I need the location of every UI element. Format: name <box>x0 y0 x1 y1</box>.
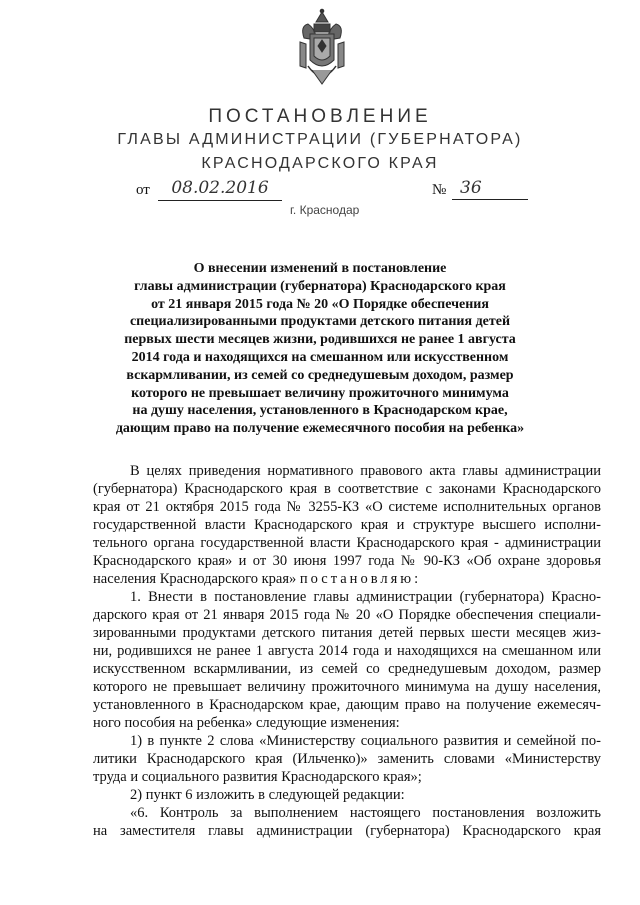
document-type-title: ПОСТАНОВЛЕНИЕ <box>208 106 432 127</box>
body-line: тельного органа государственной власти Краснодарского края - администрации <box>93 535 601 551</box>
number-value: 36 <box>460 178 482 198</box>
issuer-line-2: КРАСНОДАРСКОГО КРАЯ <box>201 155 439 172</box>
body-line: на заместителя главы администрации (губернатора) Краснодарского края <box>93 823 601 839</box>
body-line: (губернатора) Краснодарского края в соответствие с законами Краснодарского <box>93 481 601 497</box>
body-line: труда и социального развития Краснодарского края»; <box>93 769 422 785</box>
body-line: ни, родившихся не ранее 1 августа 2014 года и находящихся на смешанном или <box>93 643 601 659</box>
title-line: которого не превышает величину прожиточного минимума <box>131 385 509 401</box>
title-line: первых шести месяцев жизни, родившихся не ранее 1 августа <box>124 332 516 348</box>
resolve-word: постановляю: <box>299 571 422 587</box>
title-line: главы администрации (губернатора) Краснодарского края <box>134 278 506 294</box>
body-line: края от 21 октября 2015 года № 3255-КЗ «О системе исполнительных органов <box>93 499 601 515</box>
body-line: 1. Внести в постановление главы администрации (губернатора) Красно- <box>130 589 601 605</box>
number-label: № <box>432 182 447 198</box>
body-line: установленного в Краснодарском крае, дающим право на получение ежемесяч- <box>93 697 601 713</box>
body-line: литики Краснодарского края (Ильченко)» заменить словами «Министерству <box>93 751 601 767</box>
resolution-title <box>100 260 540 438</box>
body-line: искусственном вскармливании, из семей со среднедушевым доходом, размер <box>93 661 601 677</box>
body-line: 1) в пункте 2 слова «Министерству социального развития и семейной по- <box>130 733 601 749</box>
body-line: ного пособия на ребенка» следующие изменения: <box>93 715 400 731</box>
date-field <box>158 178 282 201</box>
title-line: дающим право на получение ежемесячного пособия на ребенка» <box>115 421 525 437</box>
body-line <box>93 571 601 589</box>
date-label: от <box>136 182 150 198</box>
city-label: г. Краснодар <box>290 203 360 217</box>
title-line: О внесении изменений в постановление <box>193 261 447 276</box>
body-line: дарского края от 21 января 2015 года № 20 «О Порядке обеспечения специали- <box>93 607 601 623</box>
body-line: которого не превышает величину прожиточного минимума на душу населения, <box>93 679 601 695</box>
body-line: В целях приведения нормативного правового акта главы администрации <box>130 463 601 479</box>
title-line: 2014 года и находящихся на смешанном или искусственном <box>131 349 509 365</box>
issuer-line-1: ГЛАВЫ АДМИНИСТРАЦИИ (ГУБЕРНАТОРА) <box>117 131 523 148</box>
body-line: государственной власти Краснодарского края и структуре высшего исполни- <box>93 517 601 533</box>
title-line: от 21 января 2015 года № 20 «О Порядке обеспечения <box>151 296 489 312</box>
body-line: «6. Контроль за выполнением настоящего постановления возложить <box>130 805 601 821</box>
title-line: на душу населения, установленного в Краснодарском крае, <box>132 403 508 419</box>
title-line: специализированными продуктами детского питания детей <box>129 314 511 330</box>
date-value: 08.02.2016 <box>171 178 269 198</box>
body-line-text: населения Краснодарского края» <box>93 571 297 587</box>
title-line: вскармливании, из семей со среднедушевым доходом, размер <box>126 367 514 383</box>
body-line: 2) пункт 6 изложить в следующей редакции: <box>130 787 405 803</box>
body-line: Краснодарского края» и от 30 июня 1997 года № 90-КЗ «Об охране здоровья <box>93 553 601 569</box>
number-field <box>452 178 528 200</box>
body-line: зированными продуктами детского питания детей первых шести месяцев жиз- <box>93 625 601 641</box>
coat-of-arms-emblem <box>296 8 348 90</box>
